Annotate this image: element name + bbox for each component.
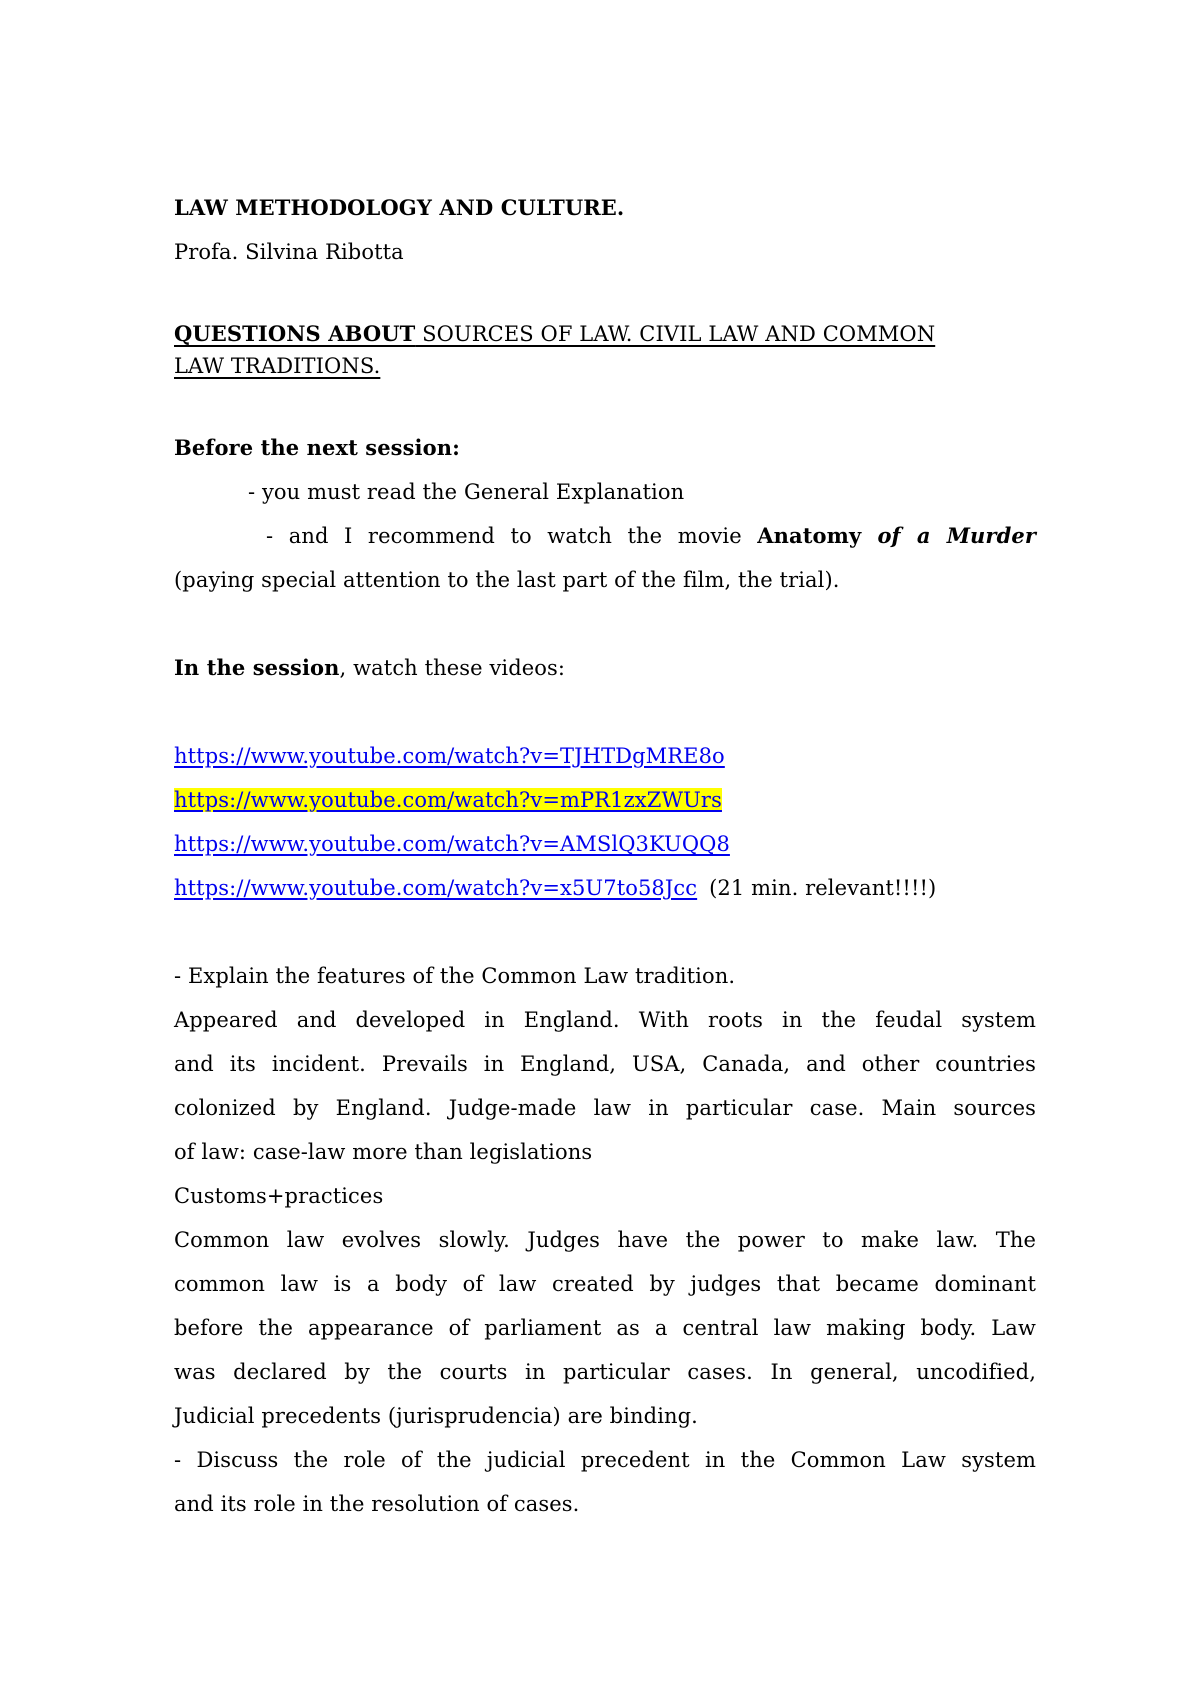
paragraph-line: was declared by the courts in particular cases. In general, uncodified,	[174, 1360, 1036, 1384]
in-session-text: , watch these videos:	[339, 656, 566, 680]
video-links	[174, 734, 1036, 910]
questions-topic-line2: LAW TRADITIONS.	[174, 354, 381, 378]
movie-title-part1: Anatomy	[757, 523, 878, 548]
before-session-section	[174, 426, 1036, 602]
video-link-2[interactable]: https://www.youtube.com/watch?v=mPR1zxZWUrs	[174, 788, 722, 812]
paragraph-line: - Explain the features of the Common Law tradition.	[174, 964, 736, 988]
paragraph-line: Appeared and developed in England. With roots in the feudal system	[174, 1008, 1036, 1032]
paragraph-line: common law is a body of law created by judges that became dominant	[174, 1272, 1036, 1296]
movie-title-part2: of a Murder	[877, 523, 1036, 548]
before-session-heading: Before the next session:	[174, 435, 460, 460]
video-link-4[interactable]: https://www.youtube.com/watch?v=x5U7to58Jcc	[174, 876, 698, 900]
in-session-label: In the session	[174, 655, 340, 680]
movie-recommendation-text: - and I recommend to watch the movie	[266, 524, 758, 548]
questions-label: QUESTIONS ABOUT	[174, 321, 416, 346]
professor-name: Profa. Silvina Ribotta	[174, 240, 404, 264]
before-item-movie	[174, 514, 1036, 558]
paragraph-line: Judicial precedents (jurisprudencia) are binding.	[174, 1404, 698, 1428]
video-link-4-note: (21 min. relevant!!!!)	[709, 876, 937, 900]
paragraph-line: before the appearance of parliament as a central law making body. Law	[174, 1316, 1036, 1340]
paragraph-line: and its role in the resolution of cases.	[174, 1492, 580, 1516]
video-link-3[interactable]: https://www.youtube.com/watch?v=AMSlQ3KUQQ8	[174, 832, 730, 856]
paragraph-line: - Discuss the role of the judicial precedent in the Common Law system	[174, 1448, 1036, 1472]
paragraph-line: Common law evolves slowly. Judges have the power to make law. The	[174, 1228, 1036, 1252]
video-link-1[interactable]: https://www.youtube.com/watch?v=TJHTDgMRE8o	[174, 744, 725, 768]
course-title: LAW METHODOLOGY AND CULTURE.	[174, 195, 625, 220]
document-content	[174, 186, 1036, 1526]
paragraph-line: and its incident. Prevails in England, USA, Canada, and other countries	[174, 1052, 1036, 1076]
before-item-read: - you must read the General Explanation	[248, 480, 685, 504]
questions-topic-line1: SOURCES OF LAW. CIVIL LAW AND COMMON	[415, 322, 936, 346]
common-law-section	[174, 954, 1036, 1526]
questions-heading	[174, 318, 1036, 382]
in-session-section	[174, 646, 1036, 690]
before-item-movie-continuation: (paying special attention to the last part of the film, the trial).	[174, 568, 840, 592]
paragraph-line: of law: case-law more than legislations	[174, 1140, 593, 1164]
paragraph-line: Customs+practices	[174, 1184, 384, 1208]
paragraph-line: colonized by England. Judge-made law in particular case. Main sources	[174, 1096, 1036, 1120]
